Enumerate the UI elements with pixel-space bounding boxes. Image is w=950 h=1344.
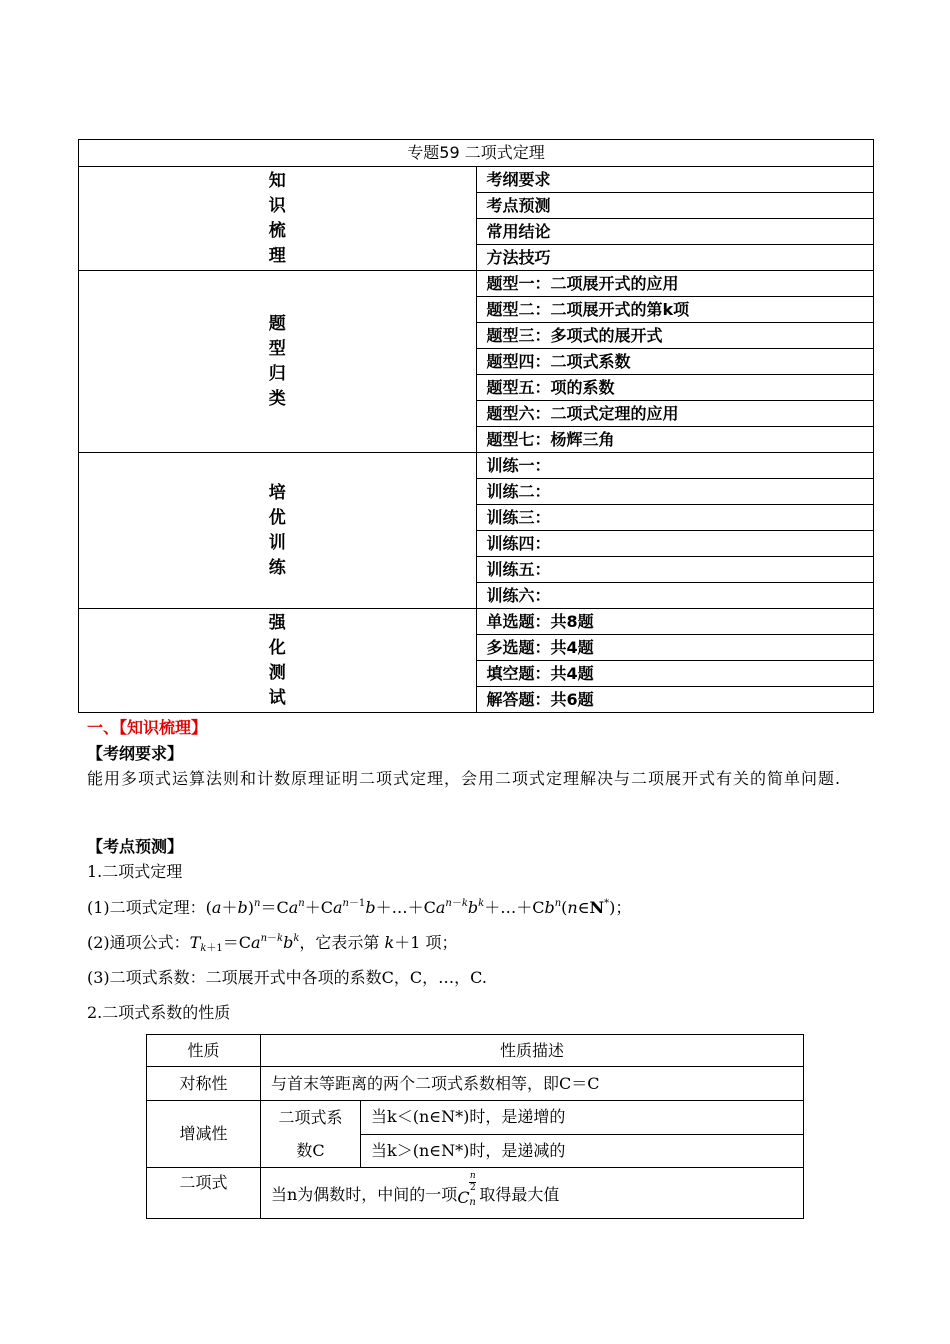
outline-item[interactable]: 训练一：	[476, 453, 874, 479]
outline-item[interactable]: 考点预测	[476, 193, 874, 219]
kaogang-heading: 【考纲要求】	[87, 744, 184, 763]
outline-item[interactable]: 方法技巧	[476, 245, 874, 271]
props-header-description: 性质描述	[261, 1035, 804, 1067]
outline-item[interactable]: 训练五：	[476, 557, 874, 583]
outline-item[interactable]: 填空题：共4题	[476, 661, 874, 687]
outline-item[interactable]: 训练六：	[476, 583, 874, 609]
outline-category: 强 化 测 试	[79, 609, 477, 713]
outline-category: 培 优 训 练	[79, 453, 477, 609]
outline-item[interactable]: 训练三：	[476, 505, 874, 531]
props-monotonic-name: 增减性	[147, 1101, 261, 1168]
outline-item[interactable]: 训练二：	[476, 479, 874, 505]
outline-item[interactable]: 题型四：二项式系数	[476, 349, 874, 375]
props-header-property: 性质	[147, 1035, 261, 1067]
props-symmetry-desc: 与首末等距离的两个二项式系数相等，即C＝C	[261, 1067, 804, 1101]
point1-title: 1.二项式定理	[87, 862, 183, 881]
props-monotonic-sub: 二项式系 数C	[261, 1101, 361, 1168]
general-term-line: (2)通项公式：$T_{k+1}=Ca^{n-k}b^k$，它表示第 k＋1 项；	[87, 933, 458, 954]
outline-item[interactable]: 题型五：项的系数	[476, 375, 874, 401]
binomial-middle-term: C n 2 n	[457, 1171, 476, 1208]
outline-item[interactable]: 题型三：多项式的展开式	[476, 323, 874, 349]
yuce-heading: 【考点预测】	[87, 837, 184, 856]
outline-item[interactable]: 题型六：二项式定理的应用	[476, 401, 874, 427]
outline-item[interactable]: 多选题：共4题	[476, 635, 874, 661]
props-decreasing-desc: 当k＞(n∈N*)时，是递减的	[361, 1134, 804, 1168]
binomial-theorem-line: (1)二项式定理：$(a+b)^n=Ca^n+Ca^{n-1}b+\dots+Ca^{n-k}b^k+\dots+Cb^n(n\in N^*)$；	[87, 898, 632, 917]
props-increasing-desc: 当k＜(n∈N*)时，是递增的	[361, 1101, 804, 1135]
section-heading: 一、【知识梳理】	[87, 718, 208, 737]
outline-item[interactable]: 常用结论	[476, 219, 874, 245]
props-max-desc: 当n为偶数时，中间的一项 C n 2 n 取得最大值	[261, 1168, 804, 1219]
outline-category: 知 识 梳 理	[79, 167, 477, 271]
props-max-name: 二项式	[147, 1168, 261, 1219]
outline-item[interactable]: 考纲要求	[476, 167, 874, 193]
outline-item[interactable]: 单选题：共8题	[476, 609, 874, 635]
outline-item[interactable]: 题型一：二项展开式的应用	[476, 271, 874, 297]
outline-item[interactable]: 解答题：共6题	[476, 687, 874, 713]
outline-category: 题 型 归 类	[79, 271, 477, 453]
kaogang-text: 能用多项式运算法则和计数原理证明二项式定理，会用二项式定理解决与二项展开式有关的简单问题.	[87, 769, 842, 788]
outline-table	[78, 139, 874, 713]
properties-table	[146, 1034, 804, 1219]
outline-title: 专题59 二项式定理	[79, 140, 874, 167]
outline-item[interactable]: 训练四：	[476, 531, 874, 557]
binomial-coef-line: (3)二项式系数：二项展开式中各项的系数C，C，…，C.	[87, 968, 487, 987]
props-symmetry-name: 对称性	[147, 1067, 261, 1101]
outline-item[interactable]: 题型二：二项展开式的第k项	[476, 297, 874, 323]
point2-title: 2.二项式系数的性质	[87, 1003, 231, 1022]
outline-item[interactable]: 题型七：杨辉三角	[476, 427, 874, 453]
